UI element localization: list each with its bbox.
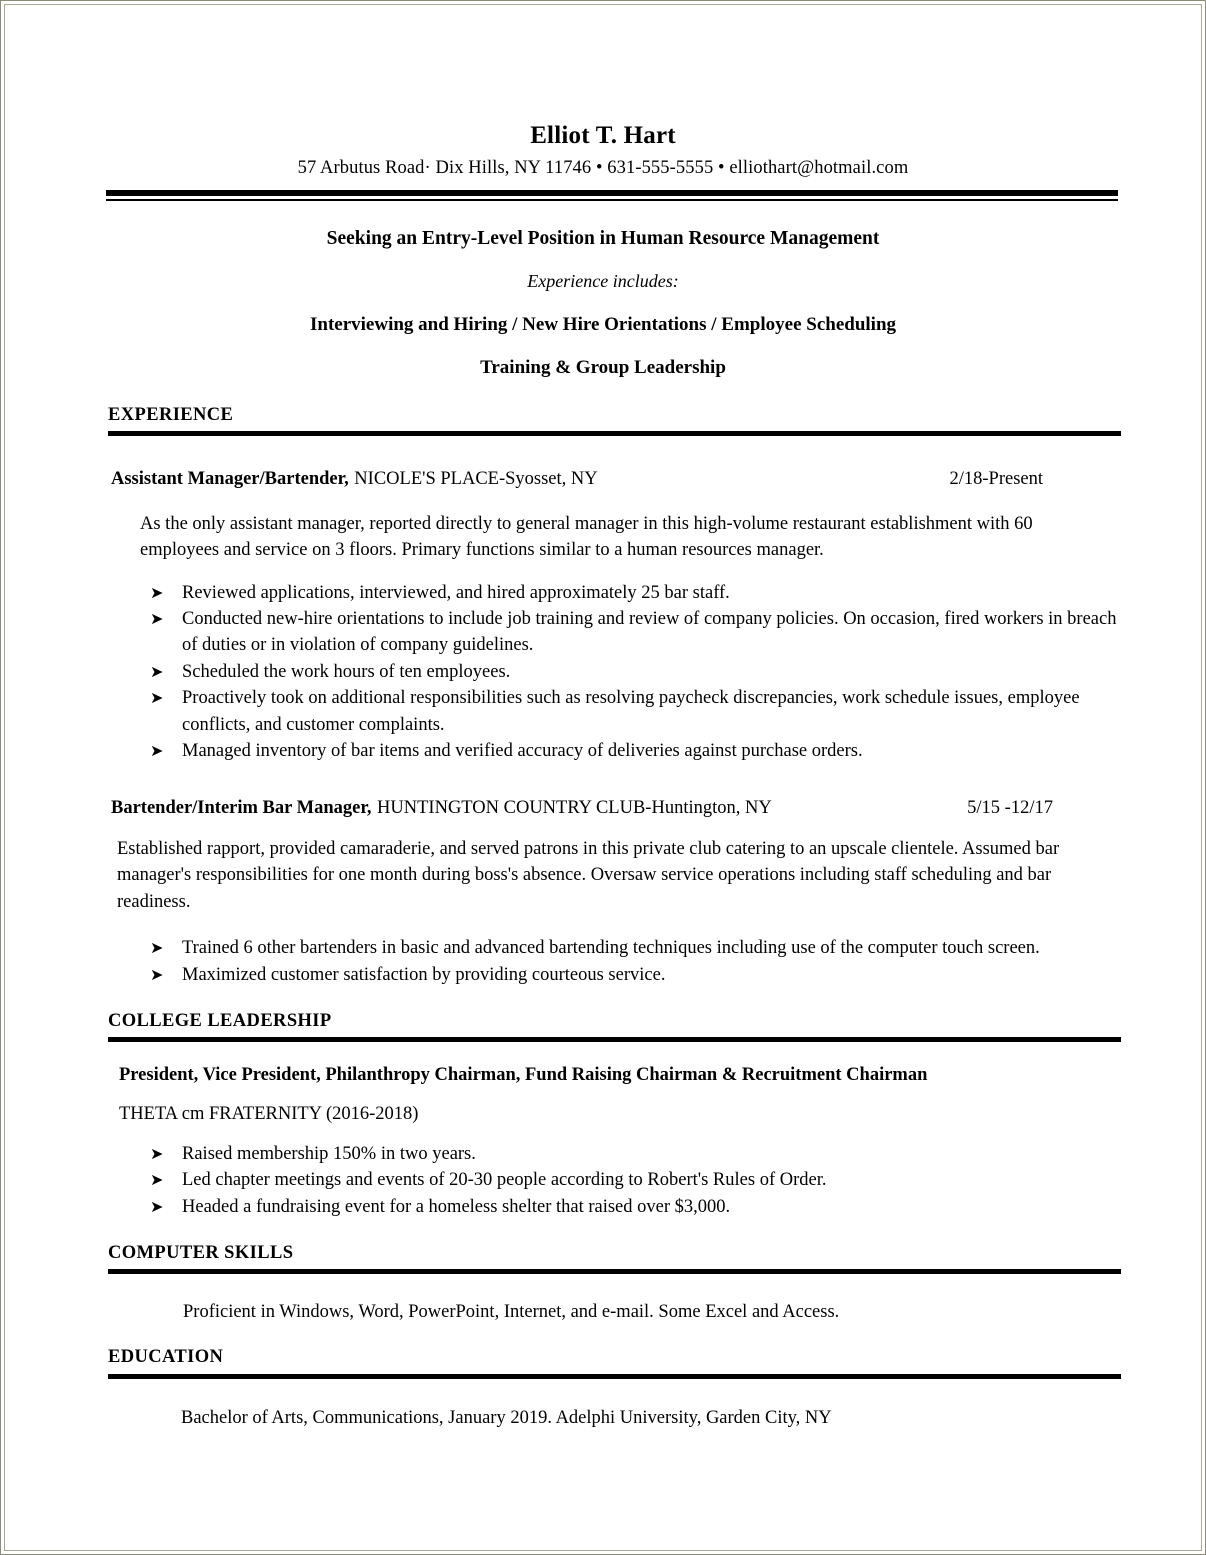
arrow-bullet-icon: ➤ <box>150 608 164 628</box>
college-roles: President, Vice President, Philanthropy Chairman, Fund Raising Chairman & Recruitment Chairman <box>119 1065 928 1086</box>
college-bullet-list <box>111 1125 1121 1220</box>
list-item <box>111 580 1121 606</box>
section-experience-heading <box>108 380 1121 436</box>
list-item-text: Managed inventory of bar items and verified accuracy of deliveries against purchase orders. <box>182 741 863 762</box>
job-bullet-list <box>111 915 1121 988</box>
arrow-bullet-icon: ➤ <box>150 964 164 984</box>
arrow-bullet-icon: ➤ <box>150 1143 164 1163</box>
list-item <box>111 1194 1121 1220</box>
objective-headline: Seeking an Entry-Level Position in Human Resource Management <box>326 227 880 249</box>
arrow-bullet-icon: ➤ <box>150 1170 164 1190</box>
arrow-bullet-icon: ➤ <box>150 741 164 761</box>
job-title: Bartender/Interim Bar Manager, <box>111 797 372 818</box>
list-item <box>111 1167 1121 1193</box>
section-computer-skills-heading <box>108 1220 1121 1274</box>
resume-content <box>1 1 1205 1430</box>
arrow-bullet-icon: ➤ <box>150 582 164 602</box>
job-description: As the only assistant manager, reported directly to general manager in this high-volume restaurant establishment with 60 employees and service on 3 floors. Primary functions similar to a human resources manager. <box>140 513 1033 561</box>
list-item-text: Conducted new-hire orientations to include job training and review of company policies. On occasion, fired workers in breach of duties or in violation of company guidelines. <box>182 608 1117 656</box>
job-header <box>111 436 1121 490</box>
candidate-name: Elliot T. Hart <box>530 122 676 149</box>
list-item <box>111 935 1121 961</box>
job-header <box>111 765 1121 819</box>
list-item <box>111 962 1121 988</box>
specialties-line-1: Interviewing and Hiring / New Hire Orientations / Employee Scheduling <box>309 313 897 335</box>
list-item <box>111 685 1121 738</box>
job-title: Assistant Manager/Bartender, <box>111 469 349 490</box>
education-text: Bachelor of Arts, Communications, January 2019. Adelphi University, Garden City, NY <box>181 1407 832 1428</box>
section-college-heading <box>108 988 1121 1042</box>
college-organization: THETA cm FRATERNITY (2016-2018) <box>119 1103 419 1124</box>
computer-skills-text: Proficient in Windows, Word, PowerPoint, Internet, and e-mail. Some Excel and Access. <box>183 1302 840 1323</box>
job-bullet-list <box>111 564 1121 765</box>
section-title-college-leadership: COLLEGE LEADERSHIP <box>108 1011 332 1032</box>
list-item <box>111 1141 1121 1167</box>
arrow-bullet-icon: ➤ <box>150 688 164 708</box>
list-item-text: Raised membership 150% in two years. <box>182 1143 476 1164</box>
list-item-text: Scheduled the work hours of ten employees. <box>182 661 511 682</box>
list-item <box>111 606 1121 659</box>
header-divider <box>106 190 1118 201</box>
job-company: NICOLE'S PLACE-Syosset, NY <box>354 469 598 490</box>
contact-line: 57 Arbutus Road· Dix Hills, NY 11746 • 631-555-5555 • elliothart@hotmail.com <box>297 158 909 179</box>
job-dates: 5/15 -12/17 <box>967 797 1053 818</box>
list-item-text: Led chapter meetings and events of 20-30 people according to Robert's Rules of Order. <box>182 1170 827 1191</box>
section-education-heading <box>108 1324 1121 1378</box>
list-item <box>111 738 1121 764</box>
job-company: HUNTINGTON COUNTRY CLUB-Huntington, NY <box>377 797 772 818</box>
section-title-experience: EXPERIENCE <box>108 405 234 426</box>
arrow-bullet-icon: ➤ <box>150 1196 164 1216</box>
list-item-text: Headed a fundraising event for a homeless shelter that raised over $3,000. <box>182 1196 731 1217</box>
list-item-text: Proactively took on additional responsibilities such as resolving paycheck discrepancies, work schedule issues, employee conflicts, and customer complaints. <box>182 688 1080 735</box>
experience-includes-label: Experience includes: <box>527 270 679 291</box>
section-title-education: EDUCATION <box>108 1347 224 1368</box>
arrow-bullet-icon: ➤ <box>150 661 164 681</box>
job-dates: 2/18-Present <box>949 469 1043 490</box>
computer-skills-body <box>111 1274 1121 1324</box>
list-item-text: Trained 6 other bartenders in basic and advanced bartending techniques including use of the computer touch screen. <box>182 938 1040 959</box>
arrow-bullet-icon: ➤ <box>150 938 164 958</box>
list-item <box>111 659 1121 685</box>
education-body <box>111 1379 1121 1430</box>
list-item-text: Reviewed applications, interviewed, and hired approximately 25 bar staff. <box>182 582 730 603</box>
job-description: Established rapport, provided camaraderie, and served patrons in this private club catering to an upscale clientele. Assumed bar manager's responsibilities for one month during boss's absence. Oversaw service operations including staff scheduling and bar readiness. <box>117 838 1060 912</box>
list-item-text: Maximized customer satisfaction by providing courteous service. <box>182 964 666 985</box>
section-title-computer-skills: COMPUTER SKILLS <box>108 1243 294 1264</box>
experience-body <box>111 436 1121 988</box>
college-body <box>111 1042 1121 1220</box>
specialties-line-2: Training & Group Leadership <box>480 357 726 379</box>
